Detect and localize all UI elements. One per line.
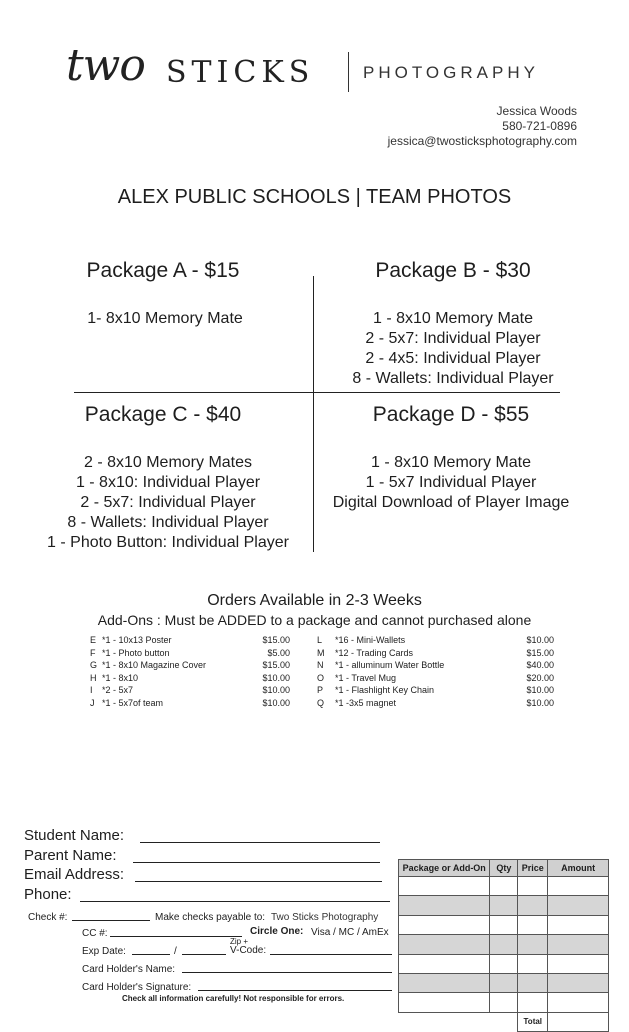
addon-code: J <box>90 697 95 708</box>
addon-row <box>90 684 290 697</box>
addon-row <box>317 672 554 685</box>
parent-name-label: Parent Name: <box>24 847 117 864</box>
addon-price: $15.00 <box>526 647 554 658</box>
addon-row <box>90 659 290 672</box>
package-grid-horizontal-divider <box>74 392 560 393</box>
package-c-item: 2 - 5x7: Individual Player <box>80 494 256 511</box>
table-row[interactable] <box>399 954 609 973</box>
total-row <box>399 1012 609 1031</box>
phone-field[interactable] <box>80 901 390 902</box>
addon-code: N <box>317 660 324 670</box>
event-title: ALEX PUBLIC SCHOOLS | TEAM PHOTOS <box>117 186 512 208</box>
contact-phone: 580-721-0896 <box>502 119 577 133</box>
addon-row <box>90 672 290 685</box>
addon-desc: *12 - Trading Cards <box>335 647 414 658</box>
package-d-item: Digital Download of Player Image <box>332 494 570 511</box>
card-holder-signature-field[interactable] <box>198 990 392 991</box>
addon-price: $10.00 <box>526 697 554 708</box>
package-c-item: 2 - 8x10 Memory Mates <box>83 454 253 471</box>
exp-date-slash: / <box>174 946 177 957</box>
disclaimer: Check all information carefully! Not responsible for errors. <box>122 994 345 1003</box>
addon-row <box>90 634 290 647</box>
table-row[interactable] <box>399 877 609 896</box>
exp-year-field[interactable] <box>182 954 226 955</box>
package-b-item: 1 - 8x10 Memory Mate <box>372 310 534 327</box>
table-row[interactable] <box>399 993 609 1012</box>
total-label: Total <box>518 1012 548 1031</box>
zip-label: Zip + <box>230 937 249 946</box>
email-address-label: Email Address: <box>24 866 125 883</box>
addon-price: $5.00 <box>267 647 290 658</box>
addon-desc: *1 - Flashlight Key Chain <box>335 685 435 695</box>
vcode-label: V-Code: <box>230 945 267 956</box>
package-c-item: 8 - Wallets: Individual Player <box>67 514 269 531</box>
addon-code: F <box>90 647 96 658</box>
addon-desc: *16 - Mini-Wallets <box>335 635 406 645</box>
addon-price: $10.00 <box>262 697 290 708</box>
card-holder-signature-label: Card Holder's Signature: <box>82 982 192 993</box>
contact-email: jessica@twosticksphotography.com <box>387 134 577 148</box>
card-types[interactable]: Visa / MC / AmEx <box>311 927 389 938</box>
student-name-label: Student Name: <box>24 827 125 844</box>
addon-code: L <box>317 635 323 645</box>
addon-desc: *1 - 10x13 Poster <box>102 635 172 645</box>
package-c-item: 1 - Photo Button: Individual Player <box>47 534 289 551</box>
order-table <box>398 859 609 1032</box>
package-c-title: Package C - $40 <box>84 403 242 426</box>
circle-one-label: Circle One: <box>250 926 304 937</box>
logo-sticks: STICKS <box>166 55 315 90</box>
addon-code: M <box>317 647 325 658</box>
addon-row <box>317 659 554 672</box>
package-d-item: 1 - 5x7 Individual Player <box>365 474 537 491</box>
addon-price: $15.00 <box>262 660 290 670</box>
card-holder-name-field[interactable] <box>182 972 392 973</box>
cc-number-field[interactable] <box>110 936 242 937</box>
addon-row <box>317 684 554 697</box>
contact-name: Jessica Woods <box>496 104 577 118</box>
package-d-title: Package D - $55 <box>372 403 530 426</box>
addon-price: $40.00 <box>526 660 554 670</box>
col-amount: Amount <box>548 860 609 877</box>
table-row[interactable] <box>399 896 609 915</box>
addons-left-list <box>90 634 290 709</box>
addon-desc: *1 - Travel Mug <box>335 672 397 683</box>
addon-desc: *1 - 8x10 <box>102 672 139 683</box>
addon-row <box>90 647 290 660</box>
table-row[interactable] <box>399 915 609 934</box>
addon-price: $20.00 <box>526 672 554 683</box>
addon-price: $10.00 <box>526 635 554 645</box>
addon-row <box>317 697 554 710</box>
phone-label: Phone: <box>24 886 72 903</box>
check-number-field[interactable] <box>72 920 150 921</box>
parent-name-field[interactable] <box>133 862 380 863</box>
orders-availability-note: Orders Available in 2-3 Weeks <box>207 592 422 609</box>
student-name-field[interactable] <box>140 842 380 843</box>
order-table-header <box>399 860 609 877</box>
package-d-item: 1 - 8x10 Memory Mate <box>370 454 532 471</box>
table-row[interactable] <box>399 973 609 992</box>
exp-month-field[interactable] <box>132 954 170 955</box>
cc-number-label: CC #: <box>82 928 108 939</box>
addon-desc: *1 - Photo button <box>102 647 170 658</box>
total-amount-field[interactable] <box>548 1012 609 1031</box>
package-b-item: 2 - 4x5: Individual Player <box>365 350 541 367</box>
addon-code: P <box>317 685 324 695</box>
col-package-or-addon: Package or Add-On <box>399 860 490 877</box>
addon-row <box>90 697 290 710</box>
addon-desc: *1 - 8x10 Magazine Cover <box>102 660 207 670</box>
package-b-item: 2 - 5x7: Individual Player <box>365 330 541 347</box>
addons-header: Add-Ons : Must be ADDED to a package and cannot purchased alone <box>97 612 532 628</box>
addon-code: Q <box>317 697 325 708</box>
addon-desc: *1 - 5x7of team <box>102 697 164 708</box>
addon-price: $15.00 <box>262 635 290 645</box>
col-price: Price <box>518 860 548 877</box>
addon-price: $10.00 <box>526 685 554 695</box>
addon-price: $10.00 <box>262 685 290 695</box>
card-holder-name-label: Card Holder's Name: <box>82 964 176 975</box>
addon-desc: *2 - 5x7 <box>102 685 134 695</box>
vcode-field[interactable] <box>270 954 392 955</box>
addons-right-list <box>317 634 554 709</box>
package-a-item: 1- 8x10 Memory Mate <box>87 310 243 327</box>
exp-date-label: Exp Date: <box>82 946 126 957</box>
package-b-item: 8 - Wallets: Individual Player <box>352 370 554 387</box>
addon-price: $10.00 <box>262 672 290 683</box>
addon-row <box>317 634 554 647</box>
logo-script-two: two <box>66 40 145 91</box>
table-row[interactable] <box>399 935 609 954</box>
payee-name: Two Sticks Photography <box>271 912 379 923</box>
addon-desc: *1 - alluminum Water Bottle <box>335 660 445 670</box>
package-c-item: 1 - 8x10: Individual Player <box>75 474 261 491</box>
addon-code: H <box>90 672 97 683</box>
addon-code: I <box>90 685 93 695</box>
package-b-title: Package B - $30 <box>375 259 531 282</box>
addon-code: E <box>90 635 97 645</box>
checks-payable-label: Make checks payable to: <box>155 912 266 923</box>
package-a-title: Package A - $15 <box>86 259 240 282</box>
addon-desc: *1 -3x5 magnet <box>335 697 397 708</box>
addon-row <box>317 647 554 660</box>
logo-divider <box>348 52 349 92</box>
col-qty: Qty <box>490 860 518 877</box>
logo-photography: PHOTOGRAPHY <box>363 63 539 82</box>
email-address-field[interactable] <box>135 881 382 882</box>
addon-code: O <box>317 672 325 683</box>
check-number-label: Check #: <box>28 912 68 923</box>
addon-code: G <box>90 660 98 670</box>
